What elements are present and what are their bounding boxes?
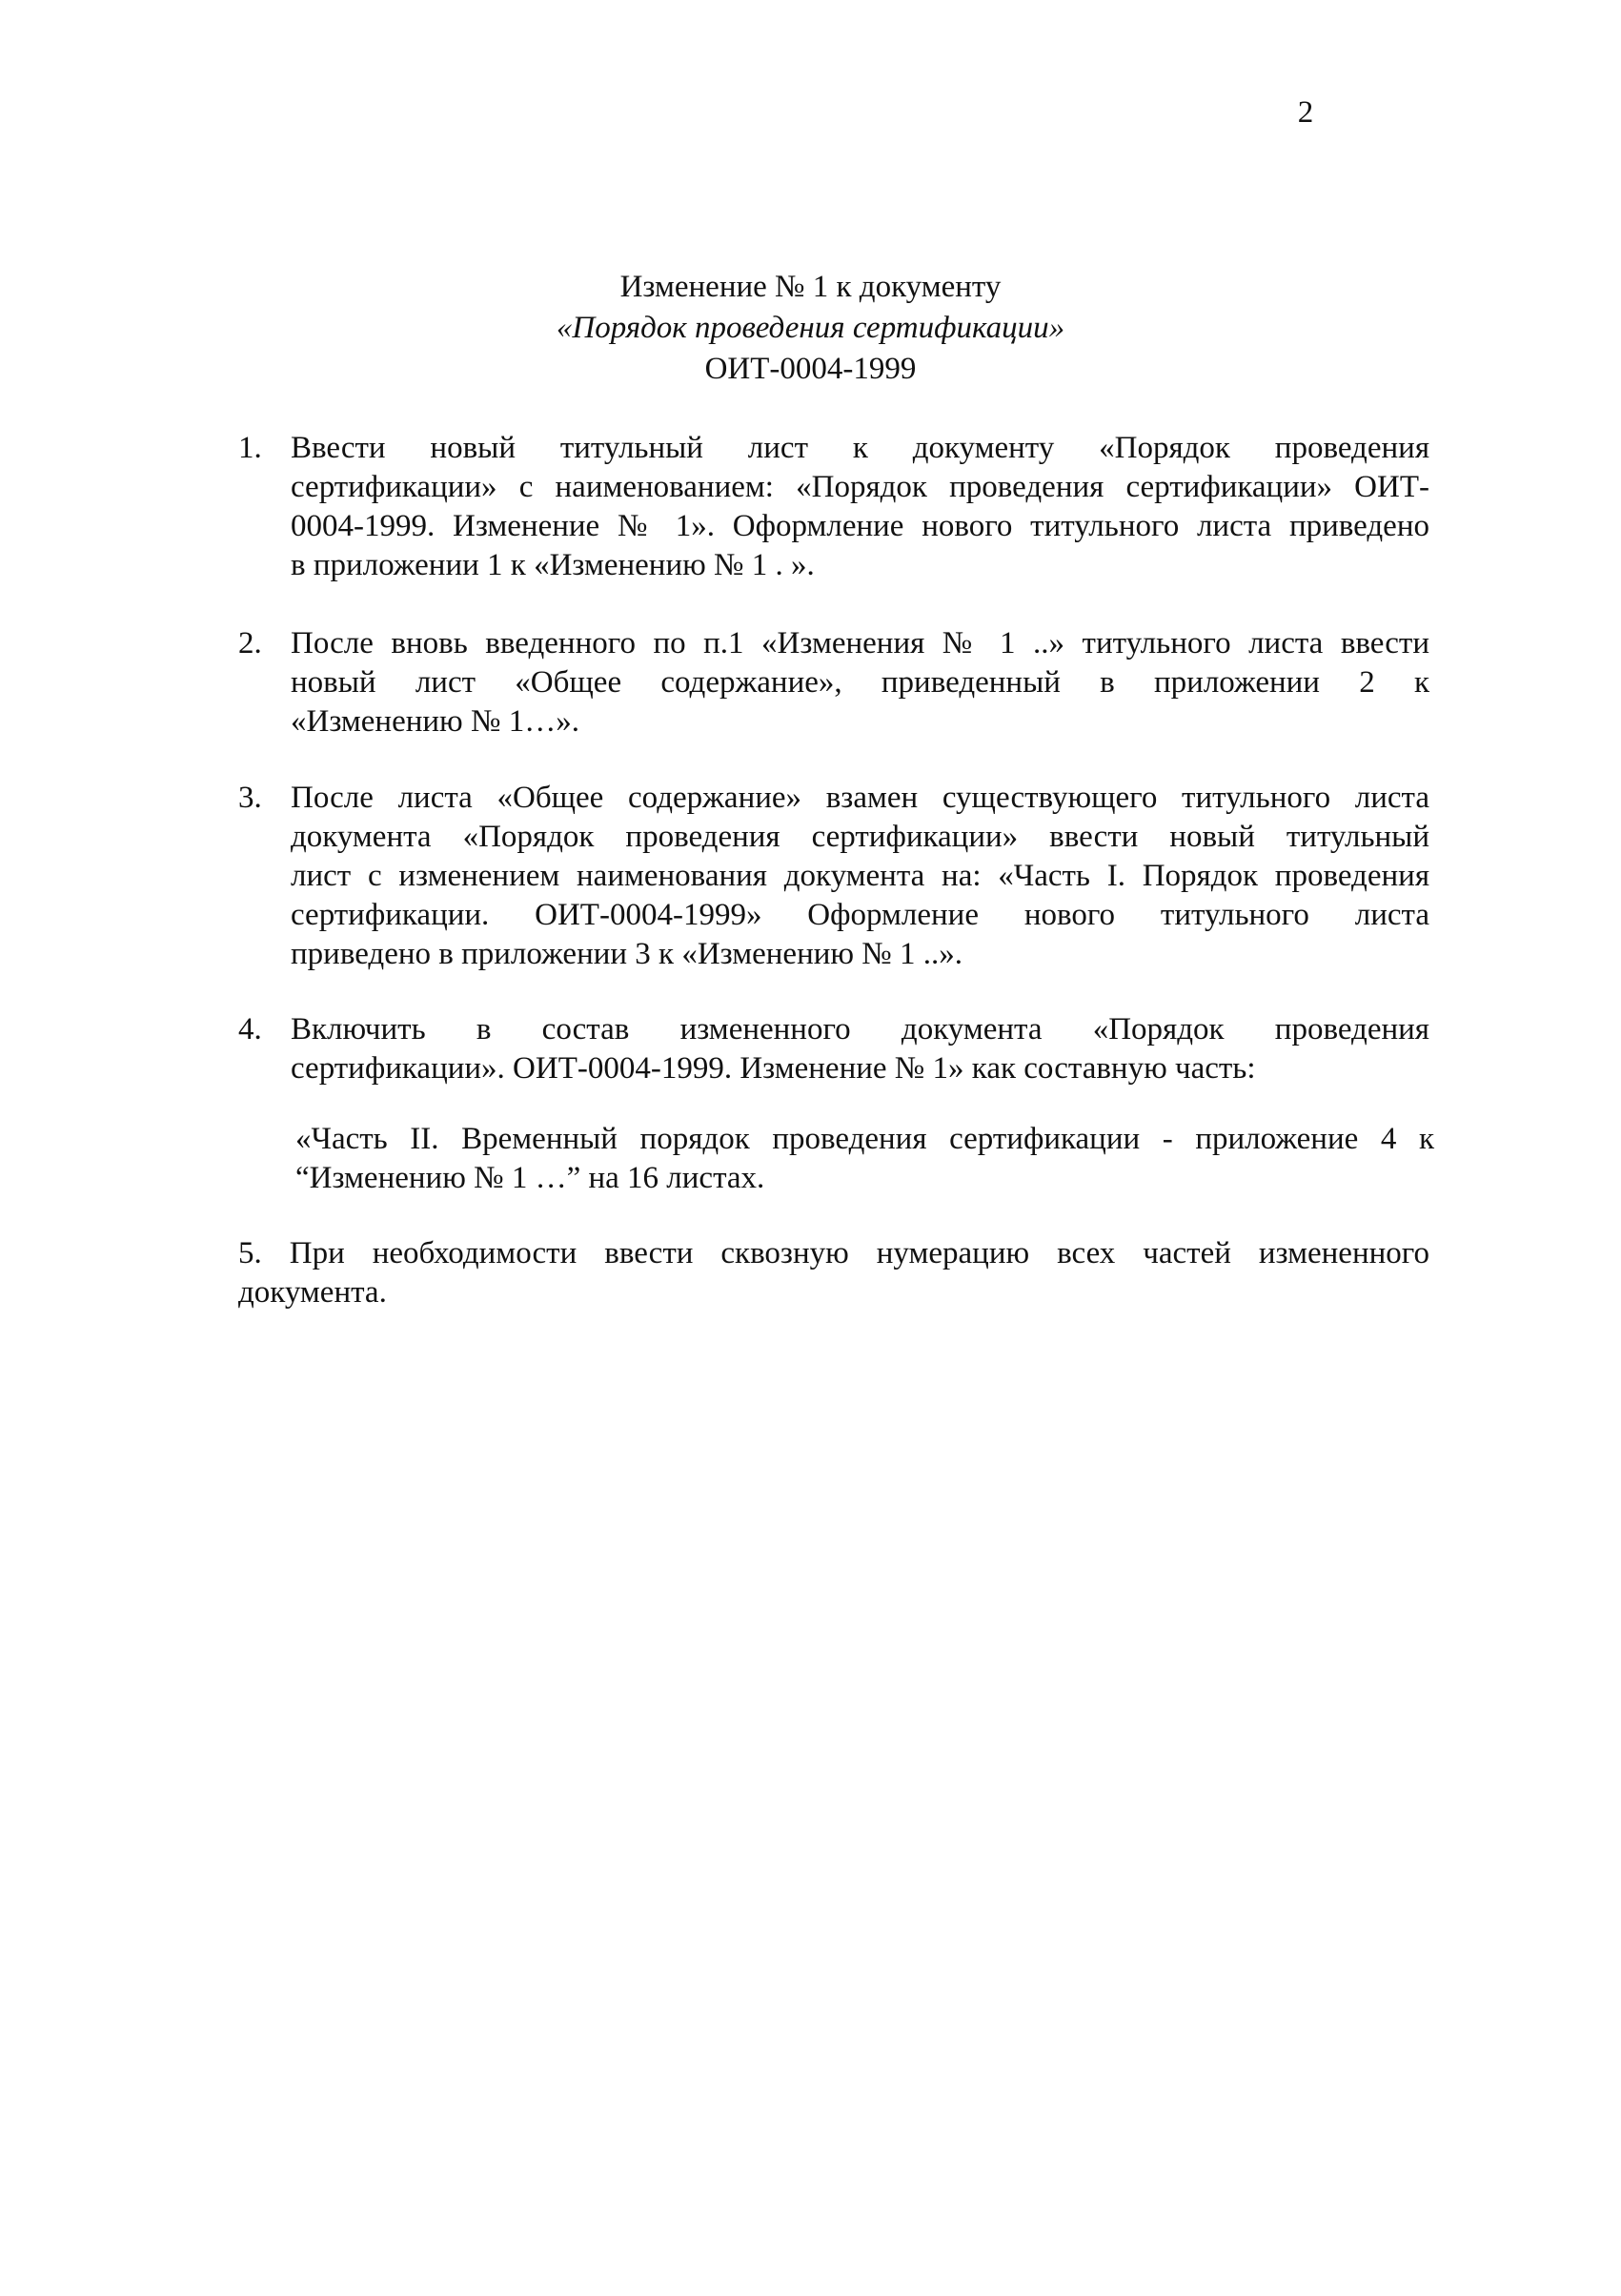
item-1-line-2: сертификации» с наименованием: «Порядок проведения сертификации» ОИТ- bbox=[291, 470, 1429, 504]
list-item-5 bbox=[238, 1234, 1429, 1312]
item-4-line-2: сертификации». ОИТ-0004-1999. Изменение № 1» как составную часть: bbox=[291, 1051, 1256, 1086]
item-number-3: 3. bbox=[238, 781, 262, 815]
item-1-line-1: Ввести новый титульный лист к документу «Порядок проведения bbox=[291, 431, 1429, 465]
item-4-line-1: Включить в состав измененного документа «Порядок проведения bbox=[291, 1012, 1429, 1046]
list-item-4 bbox=[238, 1010, 1429, 1088]
item-number-4: 4. bbox=[238, 1012, 262, 1046]
item-3-line-3: лист с изменением наименования документа на: «Часть I. Порядок проведения bbox=[291, 859, 1429, 893]
item-4-subparagraph bbox=[295, 1120, 1434, 1198]
item-3-line-4: сертификации. ОИТ-0004-1999» Оформление нового титульного листа bbox=[291, 898, 1429, 932]
item-1-line-3: 0004-1999. Изменение № 1». Оформление нового титульного листа приведено bbox=[291, 509, 1429, 543]
item-text-3 bbox=[291, 779, 1429, 974]
item-number-2: 2. bbox=[238, 626, 262, 660]
page-number: 2 bbox=[1297, 95, 1314, 130]
item-5-line-1: 5. При необходимости ввести сквозную нумерацию всех частей измененного bbox=[238, 1236, 1429, 1270]
item-2-line-3: «Изменению № 1…». bbox=[291, 704, 579, 739]
item-number-1: 1. bbox=[238, 431, 262, 465]
item-4-sub-line-1: «Часть II. Временный порядок проведения сертификации - приложение 4 к bbox=[295, 1122, 1434, 1156]
item-3-line-1: После листа «Общее содержание» взамен существующего титульного листа bbox=[291, 781, 1429, 815]
item-2-line-2: новый лист «Общее содержание», приведенный в приложении 2 к bbox=[291, 665, 1429, 700]
title-line-3: ОИТ-0004-1999 bbox=[704, 352, 917, 386]
item-3-line-2: документа «Порядок проведения сертификации» ввести новый титульный bbox=[291, 820, 1429, 854]
list-item-1 bbox=[238, 429, 1429, 585]
list-item-3 bbox=[238, 779, 1429, 974]
item-1-line-4: в приложении 1 к «Изменению № 1 . ». bbox=[291, 548, 815, 582]
item-5-line-2: документа. bbox=[238, 1275, 387, 1310]
item-text-2 bbox=[291, 624, 1429, 742]
title-line-1: Изменение № 1 к документу bbox=[619, 270, 1002, 304]
list-item-2 bbox=[238, 624, 1429, 742]
document-title bbox=[0, 267, 1621, 390]
item-text-4 bbox=[291, 1010, 1429, 1088]
item-2-line-1: После вновь введенного по п.1 «Изменения № 1 ..» титульного листа ввести bbox=[291, 626, 1429, 660]
item-text-1 bbox=[291, 429, 1429, 585]
title-line-2: «Порядок проведения сертификации» bbox=[556, 311, 1065, 345]
item-3-line-5: приведено в приложении 3 к «Изменению № 1 ..». bbox=[291, 937, 963, 971]
item-4-sub-line-2: “Изменению № 1 …” на 16 листах. bbox=[295, 1161, 765, 1195]
